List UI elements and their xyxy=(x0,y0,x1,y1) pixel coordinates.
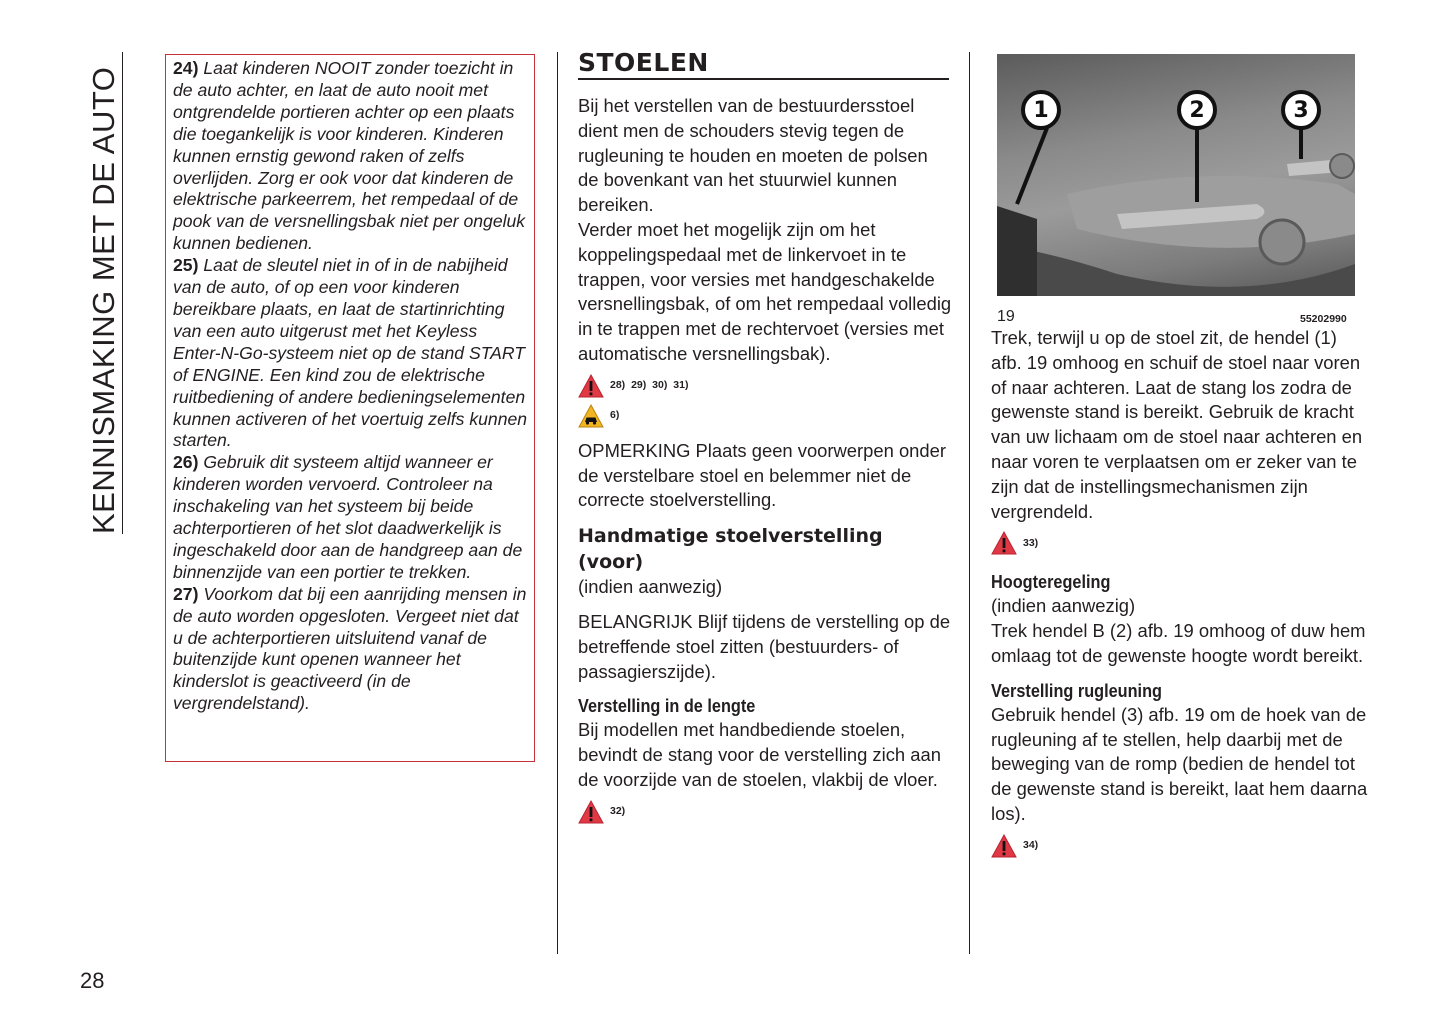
middle-column xyxy=(578,48,953,827)
warning-triangle-icon xyxy=(991,530,1017,556)
page-number: 28 xyxy=(80,968,105,993)
right-column xyxy=(991,326,1371,861)
paragraph: Gebruik hendel (3) afb. 19 om de hoek van de rugleuning af te stellen, help daarbij met de beweging van de romp (bedien de hendel tot de gewenste stand is bereikt, laat hem daarna los). xyxy=(991,703,1368,824)
caution-car-icon xyxy=(578,403,604,429)
minor-heading: Hoogteregeling xyxy=(991,571,1111,593)
section-heading: STOELEN xyxy=(578,48,949,80)
subsection-heading: Handmatige stoelverstelling (voor) xyxy=(578,525,883,574)
paragraph: Trek, terwijl u op de stoel zit, de hendel (1) afb. 19 omhoog en schuif de stoel naar voren of naar achteren. Laat de stang los zodra de gewenste stand is bereikt. Gebruik de kracht van uw lichaam om de stoel naar achteren en naar voren te verplaatsen om er zeker van te zijn dat de instellingsmechanismen zijn vergrendeld. xyxy=(991,327,1363,522)
paragraph: Bij modellen met handbediende stoelen, bevindt de stang voor de verstelling zich aan de voorzijde van de stoelen, vlakbij de vloer. xyxy=(578,719,941,790)
paragraph: (indien aanwezig) xyxy=(991,595,1136,617)
warning-item: 25) Laat de sleutel niet in of in de nabijheid van de auto, of op een voor kinderen bereikbare plaats, en laat de startinrichting van een auto uitgerust met het Keyless Enter-N-Go-systeem niet op de stand START of ENGINE. Een kind zou de elektrische ruitbediening of andere bedieningselementen kunnen activeren of het voertuig zelfs kunnen starten. xyxy=(173,255,528,451)
column-divider xyxy=(557,52,558,954)
figure-callout-2: 2 xyxy=(1177,90,1217,130)
paragraph: Verder moet het mogelijk zijn om het koppelingspedaal met de linkervoet in te trappen, voor versies met handgeschakelde versnellingsbak, of om het rempedaal volledig in te trappen met de rechtervoet (versies met automatische versnellingsbak). xyxy=(578,218,952,364)
paragraph: (indien aanwezig) xyxy=(578,576,723,598)
warning-item: 26) Gebruik dit systeem altijd wanneer er kinderen worden vervoerd. Controleer na inschakeling van het systeem bij beide achterportieren of het slot daadwerkelijk is ingeschakeld door aan de handgreep aan de binnenzijde van een portier te trekken. xyxy=(173,452,523,582)
warning-triangle-icon xyxy=(991,833,1017,859)
minor-heading: Verstelling in de lengte xyxy=(578,695,756,717)
warning-item: 27) Voorkom dat bij een aanrijding mensen in de auto worden opgesloten. Vergeet niet dat u de achterportieren uitsluitend vanaf de buitenzijde kunt openen wanneer het kinderslot is geactiveerd (in de vergrendelstand). xyxy=(173,583,527,714)
warning-item: 24) Laat kinderen NOOIT zonder toezicht in de auto achter, en laat de auto nooit met ontgrendelde portieren achter op een plaats die toegankelijk is voor kinderen. Kinderen kunnen ernstig gewond raken of zelfs overlijden. Zorg er ook voor dat kinderen de elektrische parkeerrem, het rempedaal of de pook van de versnellingsbak niet per ongeluk kunnen bedienen. xyxy=(173,58,526,254)
warning-box xyxy=(165,54,535,762)
warning-triangle-icon xyxy=(578,799,604,825)
caution-ref-row: 6) xyxy=(578,401,953,431)
warning-ref-row: 34) xyxy=(991,831,1371,861)
warning-ref-row: 28) 29) 30) 31) xyxy=(578,371,953,401)
paragraph: Bij het verstellen van de bestuurdersstoel dient men de schouders stevig tegen de rugleuning te houden en moeten de polsen de bovenkant van het stuurwiel kunnen bereiken. xyxy=(578,95,928,216)
warning-ref-row: 32) xyxy=(578,797,953,827)
paragraph: Trek hendel B (2) afb. 19 omhoog of duw hem omlaag tot de gewenste hoogte wordt bereikt. xyxy=(991,620,1366,666)
warning-ref-row: 33) xyxy=(991,528,1371,558)
figure-callout-3: 3 xyxy=(1281,90,1321,130)
figure-code: 55202990 xyxy=(1300,313,1347,325)
warning-triangle-icon xyxy=(578,373,604,399)
minor-heading: Verstelling rugleuning xyxy=(991,679,1162,701)
column-divider xyxy=(969,52,970,954)
seat-figure-image xyxy=(997,54,1355,296)
chapter-title-text: KENNISMAKING MET DE AUTO xyxy=(86,66,121,534)
chapter-side-title xyxy=(86,52,123,534)
important-paragraph: BELANGRIJK Blijf tijdens de verstelling op de betreffende stoel zitten (bestuurders- of passagierszijde). xyxy=(578,610,951,682)
note-paragraph: OPMERKING Plaats geen voorwerpen onder de verstelbare stoel en belemmer niet de correcte stoelverstelling. xyxy=(578,439,946,511)
figure-number: 19 xyxy=(997,308,1015,325)
figure-callout-1: 1 xyxy=(1021,90,1061,130)
